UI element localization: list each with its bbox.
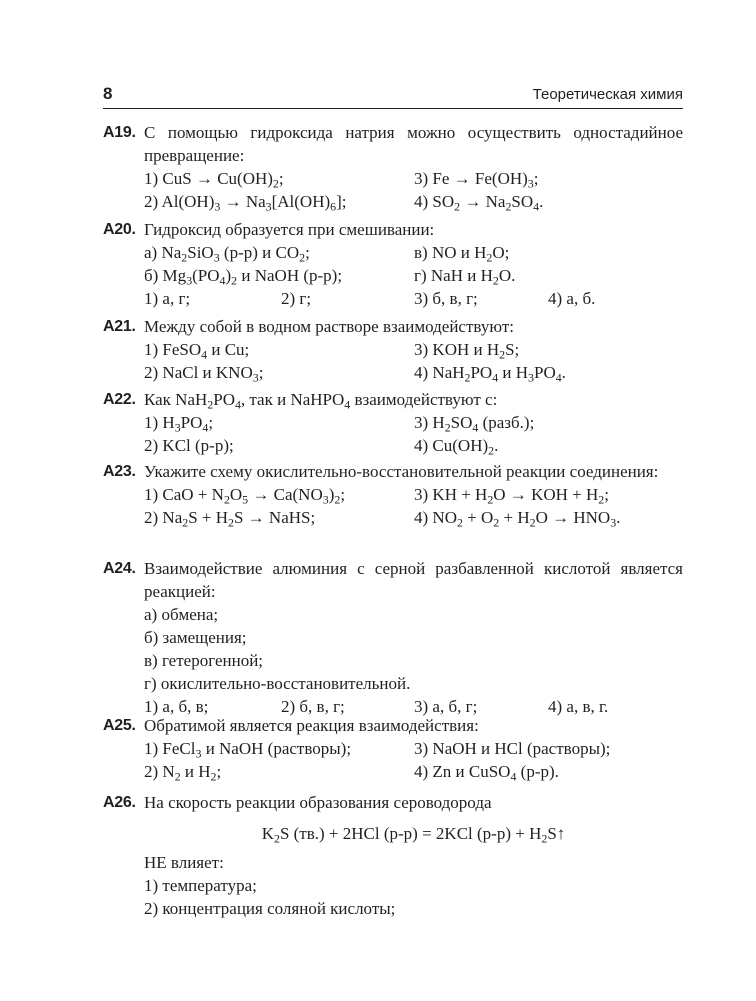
question-number: A24. [103,560,136,577]
question-text: Гидроксид образуется при смешивании: [144,220,435,239]
question-a25 [103,714,683,783]
running-header-title: Теоретическая химия [532,86,683,103]
question-number: A25. [103,717,136,734]
option-1: 1) FeSO$_4$ и Cu; [144,340,250,362]
question-number: A23. [103,463,136,480]
question-a24 [103,557,683,718]
question-a19 [103,121,683,213]
option-1: 1) температура; [144,876,257,895]
question-text: Обратимой является реакция взаимодействия: [144,716,479,735]
option-2: 2) $Na_2S + H_2S$ → NaHS; [144,508,316,530]
variant-v: в) гетерогенной; [144,651,264,670]
variant-b: б) замещения; [144,628,247,647]
header-rule [103,108,683,109]
option-4: 4) а, в, г. [548,697,609,716]
question-text: Как $NaH_2PO_4$, так и NaHPO$_4$ взаимодействуют с: [144,390,498,412]
question-text: Укажите схему окислительно-восстановительной реакции соединения: [144,462,659,481]
option-3: 3) NaOH и HCl (растворы); [414,739,611,758]
option-2: 2) б, в, г; [281,697,345,716]
option-1: 1) FeCl$_3$ и NaOH (растворы); [144,739,352,761]
option-4: 4) $NO_2 + O_2 + H_2O \to HNO_3$. [414,508,621,530]
option-1: 1) CaO + $N_2O_5 \to Ca(NO_3)_2$; [144,485,346,507]
option-1: 1) CuS → $Cu(OH)_2$; [144,169,284,191]
option-3: 3) $Fe \to Fe(OH)_3$; [414,169,539,191]
option-2: 2) г; [281,289,312,308]
option-3: 3) KOH и $H_2S$; [414,340,520,362]
variant-g: г) окислительно-восстановительной. [144,674,411,693]
question-number: A21. [103,318,136,335]
question-number: A22. [103,391,136,408]
option-2: 2) NaCl и $KNO_3$; [144,363,264,385]
option-4: 4) $NaH_2PO_4$ и $H_3PO_4$. [414,363,566,385]
question-number: A26. [103,794,136,811]
question-number: A20. [103,221,136,238]
question-a22 [103,388,683,457]
option-3: 3) $H_2SO_4$ (разб.); [414,413,535,435]
question-number: A19. [103,124,136,141]
option-2: 2) KCl (р-р); [144,436,234,455]
question-a21 [103,315,683,384]
substance-a: а) $Na_2SiO_3$ (р-р) и $CO_2$; [144,243,310,265]
option-1: 1) а, г; [144,289,191,308]
substance-b: б) $Mg_3(PO_4)_2$ и NaOH (р-р); [144,266,343,288]
question-text: Между собой в водном растворе взаимодействуют: [144,317,514,336]
option-4: 4) $SO_2 \to Na_2SO_4$. [414,192,544,214]
option-4: 4) $Cu(OH)_2$. [414,436,499,458]
reaction-equation: $K_2S$ (тв.) + 2HCl (р-р) = 2KCl $(р-р) + H_2S↑$ [261,824,566,846]
question-text: Взаимодействие алюминия с серной разбавленной кислотой является реакцией: [144,559,683,601]
question-text: На скорость реакции образования сероводорода [144,793,492,812]
page-number: 8 [103,84,113,103]
substance-g: г) NaH и $H_2O$. [414,266,516,288]
option-1: 1) а, б, в; [144,697,209,716]
option-2: 2) $N_2$ и $H_2$; [144,762,222,784]
option-3: 3) KH + $H_2O$ → KOH + $H_2$; [414,485,609,507]
option-4: 4) а, б. [548,289,596,308]
option-3: 3) б, в, г; [414,289,478,308]
option-3: 3) а, б, г; [414,697,478,716]
option-2: 2) концентрация соляной кислоты; [144,899,396,918]
substance-v: в) NO и $H_2O$; [414,243,510,265]
variant-a: а) обмена; [144,605,219,624]
option-4: 4) Zn и CuSO$_4$ (р-р). [414,762,559,784]
option-1: 1) $H_3PO_4$; [144,413,214,435]
question-a23 [103,460,683,529]
option-2: 2) $Al(OH)_3 \to Na_3[Al(OH)_6]$; [144,192,347,214]
question-text: С помощью гидроксида натрия можно осуществить одностадийное превращение: [144,123,683,165]
question-a20 [103,218,683,310]
question-a26 [103,791,683,920]
question-text-continued: НЕ влияет: [144,853,224,872]
